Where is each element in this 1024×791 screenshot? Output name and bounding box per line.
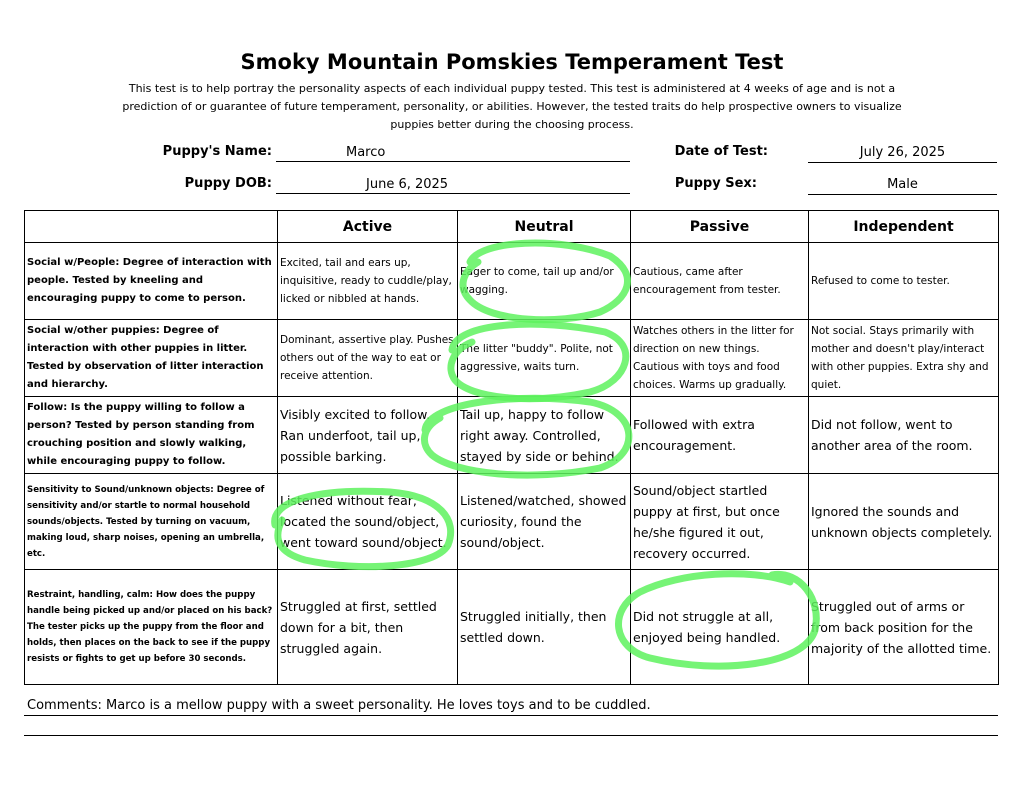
response-cell: Dominant, assertive play. Pushes others out of the way to eat or receive attention. bbox=[278, 320, 458, 397]
table-row-follow bbox=[25, 397, 999, 474]
puppy-name-value: Marco bbox=[276, 144, 630, 162]
header-row bbox=[25, 211, 999, 243]
response-cell: Listened/watched, showed curiosity, found the sound/object. bbox=[458, 474, 631, 570]
response-cell: Refused to come to tester. bbox=[809, 243, 999, 320]
table-row-sensitivity bbox=[25, 474, 999, 570]
criterion-cell: Restraint, handling, calm: How does the puppy handle being picked up and/or placed on his back? The tester picks up the puppy from the floor and holds, then places on the back to see if the puppy resists or fights to get up before 30 seconds. bbox=[25, 570, 278, 685]
response-cell: The litter "buddy". Polite, not aggressive, waits turn. bbox=[458, 320, 631, 397]
table-row-social-puppies bbox=[25, 320, 999, 397]
response-cell: Struggled initially, then settled down. bbox=[458, 570, 631, 685]
puppy-sex-label: Puppy Sex: bbox=[674, 176, 757, 191]
response-cell: Followed with extra encouragement. bbox=[631, 397, 809, 474]
column-header-passive: Passive bbox=[631, 211, 809, 243]
response-cell: Cautious, came after encouragement from tester. bbox=[631, 243, 809, 320]
date-of-test-value: July 26, 2025 bbox=[808, 144, 997, 163]
puppy-name-label: Puppy's Name: bbox=[162, 144, 272, 159]
comments-line: Comments: Marco is a mellow puppy with a sweet personality. He loves toys and to be cuddled. bbox=[24, 697, 998, 716]
puppy-sex-value: Male bbox=[808, 176, 997, 195]
criterion-cell: Follow: Is the puppy willing to follow a person? Tested by person standing from crouching position and slowly walking, while encouraging puppy to follow. bbox=[25, 397, 278, 474]
column-header-neutral: Neutral bbox=[458, 211, 631, 243]
column-header-active: Active bbox=[278, 211, 458, 243]
temperament-table bbox=[24, 210, 999, 685]
response-cell: Not social. Stays primarily with mother and doesn't play/interact with other puppies. Extra shy and quiet. bbox=[809, 320, 999, 397]
response-cell: Ignored the sounds and unknown objects completely. bbox=[809, 474, 999, 570]
response-cell: Did not struggle at all, enjoyed being handled. bbox=[631, 570, 809, 685]
table-row-social-people bbox=[25, 243, 999, 320]
criterion-cell: Social w/People: Degree of interaction with people. Tested by kneeling and encouraging puppy to come to person. bbox=[25, 243, 278, 320]
puppy-dob-value: June 6, 2025 bbox=[276, 176, 630, 194]
column-header-independent: Independent bbox=[809, 211, 999, 243]
response-cell: Tail up, happy to follow right away. Controlled, stayed by side or behind. bbox=[458, 397, 631, 474]
criterion-cell: Social w/other puppies: Degree of interaction with other puppies in litter. Tested by observation of litter interaction and hierarchy. bbox=[25, 320, 278, 397]
response-cell: Sound/object startled puppy at first, but once he/she figured it out, recovery occurred. bbox=[631, 474, 809, 570]
response-cell: Watches others in the litter for direction on new things. Cautious with toys and food choices. Warms up gradually. bbox=[631, 320, 809, 397]
response-cell: Visibly excited to follow. Ran underfoot, tail up, possible barking. bbox=[278, 397, 458, 474]
date-of-test-label: Date of Test: bbox=[674, 144, 768, 159]
response-cell: Did not follow, went to another area of the room. bbox=[809, 397, 999, 474]
puppy-dob-label: Puppy DOB: bbox=[184, 176, 272, 191]
document-title: Smoky Mountain Pomskies Temperament Test bbox=[240, 50, 784, 74]
response-cell: Excited, tail and ears up, inquisitive, ready to cuddle/play, licked or nibbled at hands. bbox=[278, 243, 458, 320]
response-cell: Listened without fear, located the sound/object, went toward sound/object. bbox=[278, 474, 458, 570]
intro-paragraph: This test is to help portray the personality aspects of each individual puppy tested. This test is administered at 4 weeks of age and is not a prediction of or guarantee of future temperament, personality, or abilities. However, the tested traits do help prospective owners to visualize puppies better during the choosing process. bbox=[122, 82, 902, 131]
criterion-cell: Sensitivity to Sound/unknown objects: Degree of sensitivity and/or startle to normal household sounds/objects. Tested by turning on vacuum, making loud, sharp noises, opening an umbrella, etc. bbox=[25, 474, 278, 570]
response-cell: Eager to come, tail up and/or wagging. bbox=[458, 243, 631, 320]
response-cell: Struggled out of arms or from back position for the majority of the allotted time. bbox=[809, 570, 999, 685]
response-cell: Struggled at first, settled down for a bit, then struggled again. bbox=[278, 570, 458, 685]
blank-comment-line bbox=[24, 735, 998, 736]
corner-cell bbox=[25, 211, 278, 243]
table-row-restraint bbox=[25, 570, 999, 685]
